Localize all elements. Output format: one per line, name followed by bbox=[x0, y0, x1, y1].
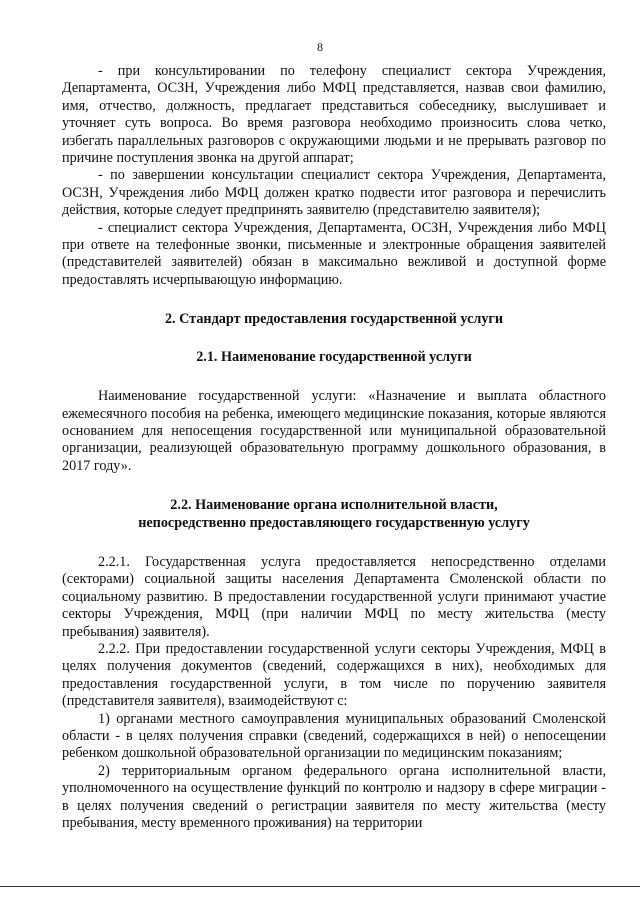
section-2-2-heading-line2: непосредственно предоставляющего государственную услугу bbox=[138, 514, 530, 531]
bottom-divider bbox=[0, 886, 640, 887]
section-2-1-heading: 2.1. Наименование государственной услуги bbox=[196, 348, 472, 365]
paragraph-phone-consultation: - при консультировании по телефону специалист сектора Учреждения, Департамента, ОСЗН, Учреждения либо МФЦ представляется, назвав свои фамилию, имя, отчество, должность, предлагает представиться собеседнику, выслушивает и уточняет суть вопроса. Во время разговора необходимо произносить слова четко, избегать параллельных разговоров с окружающими людьми и не прерывать разговор по причине поступления звонка на другой аппарат; bbox=[62, 63, 606, 167]
section-2-heading: 2. Стандарт предоставления государственной услуги bbox=[164, 311, 504, 328]
list-item-local-government: 1) органами местного самоуправления муниципальных образований Смоленской области - в целях получения справки (сведений, содержащихся в ней) о непосещении ребенком дошкольной образовательной организации по медицинским показаниям; bbox=[62, 710, 606, 762]
list-item-migration-authority: 2) территориальным органом федерального органа исполнительной власти, уполномоченного на осуществление функций по контролю и надзору в сфере миграции - в целях получения сведений о регистрации заявителя по месту жительства (месту пребывания, месту временного проживания) на территории bbox=[62, 762, 606, 832]
section-2-2-heading bbox=[62, 497, 606, 532]
paragraph-specialist-response: - специалист сектора Учреждения, Департамента, ОСЗН, Учреждения либо МФЦ при ответе на телефонные звонки, письменные и электронные обращения заявителей (представителей заявителей) обязан в максимально вежливой и доступной форме предоставлять исчерпывающую информацию. bbox=[62, 219, 606, 288]
page-number: 8 bbox=[317, 40, 323, 54]
paragraph-2-2-2: 2.2.2. При предоставлении государственной услуги секторы Учреждения, МФЦ в целях получения документов (сведений, содержащихся в них), необходимых для предоставления государственной услуги, в том числе по поручению заявителя (представителя заявителя), взаимодействуют с: bbox=[62, 640, 606, 710]
paragraph-consultation-end: - по завершении консультации специалист сектора Учреждения, Департамента, ОСЗН, Учреждения либо МФЦ должен кратко подвести итог разговора и перечислить действия, которые следует предпринять заявителю (представителю заявителя); bbox=[62, 167, 606, 219]
section-2-1-text: Наименование государственной услуги: «Назначение и выплата областного ежемесячного пособия на ребенка, имеющего медицинские показания, которые являются основанием для непосещения государственной или муниципальной образовательной организации, реализующей образовательную программу дошкольного образования, в 2017 году». bbox=[62, 388, 606, 474]
page-content bbox=[62, 63, 606, 832]
paragraph-2-2-1: 2.2.1. Государственная услуга предоставляется непосредственно отделами (секторами) социальной защиты населения Департамента Смоленской области по социальному развитию. В предоставлении государственной услуги принимают участие секторы Учреждения, МФЦ (при наличии МФЦ по месту жительства (месту пребывания) заявителя). bbox=[62, 553, 606, 640]
section-2-2-heading-line1: 2.2. Наименование органа исполнительной власти, bbox=[170, 497, 498, 514]
